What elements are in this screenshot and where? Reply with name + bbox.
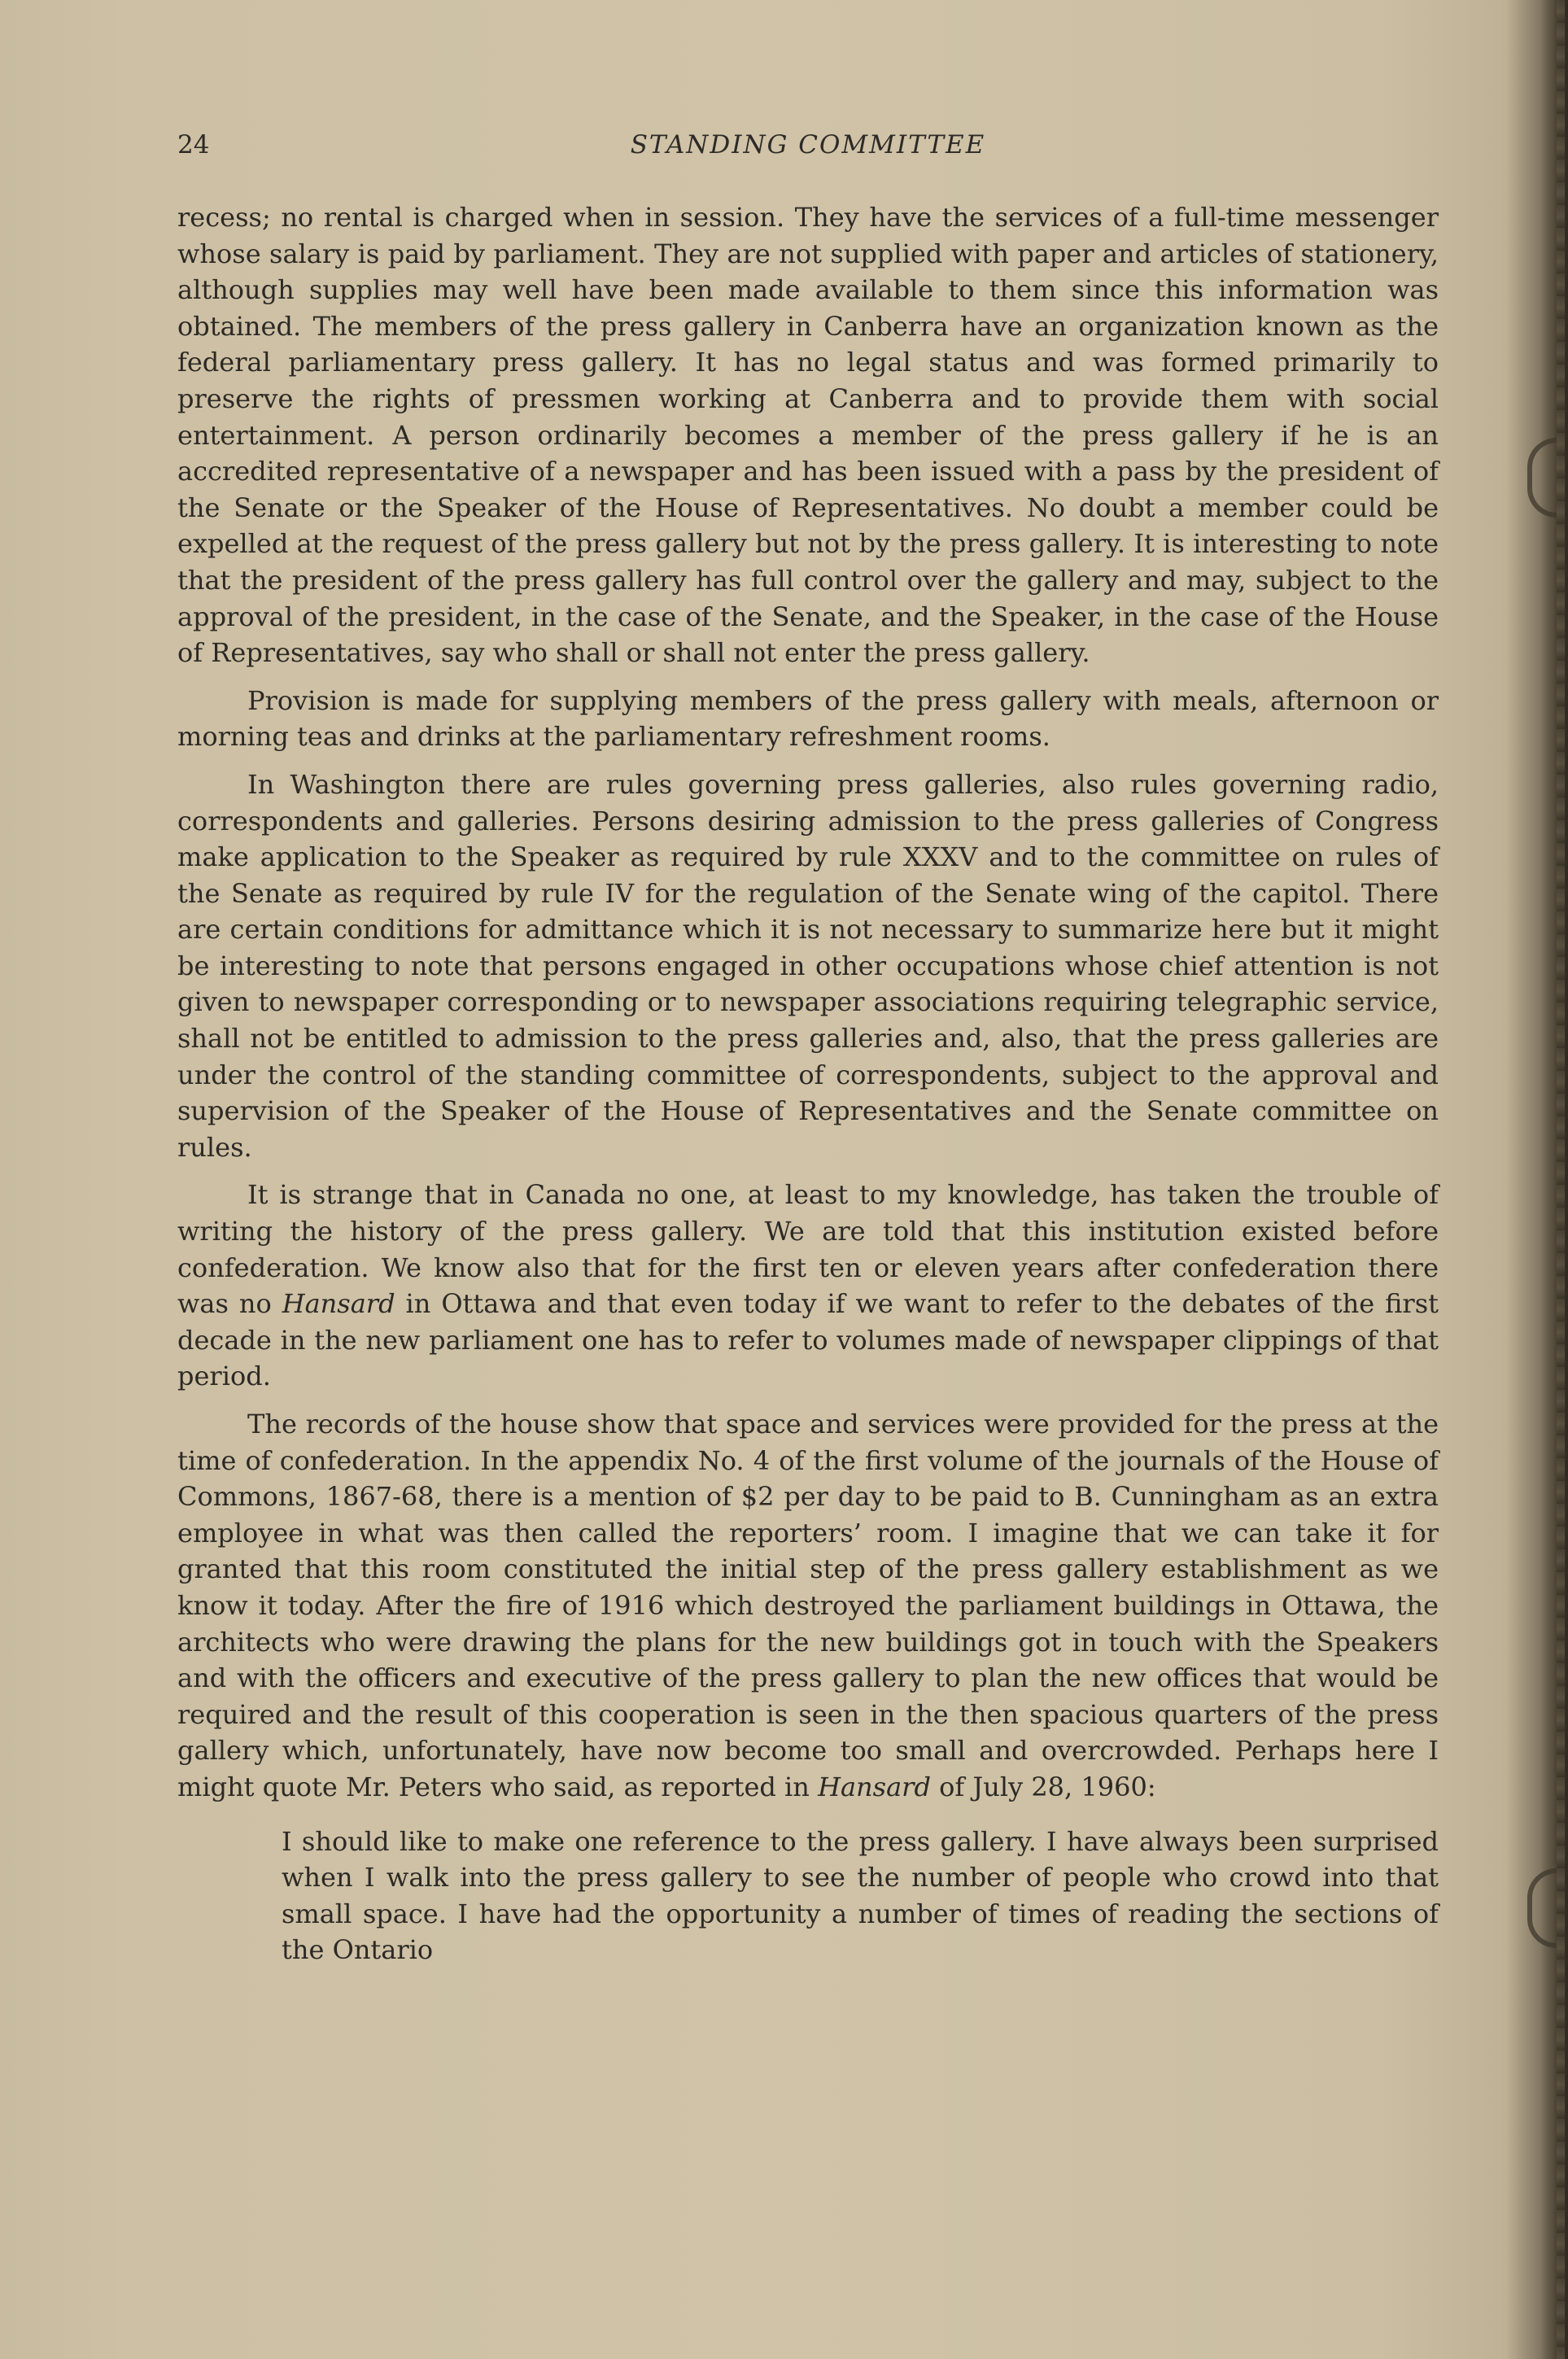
paragraph-house-records — [177, 1406, 1439, 1806]
hansard-italic: Hansard — [818, 1771, 931, 1802]
page-edge — [1557, 0, 1565, 2359]
text-segment: The records of the house show that space and services were provided for the press at the time of confederation. In the appendix No. 4 of the first volume of the journals of the House of Commons, 1867-68, there is a mention of $2 per day to be paid to B. Cunningham as an extra employee in what was then called the reporters’ room. I imagine that we can take it for granted that this room constituted the initial step of the press gallery establishment as we know it today. After the fire of 1916 which destroyed the parliament buildings in Ottawa, the architects who were drawing the plans for the new buildings got in touch with the Speakers and with the officers and executive of the press gallery to plan the new offices that would be required and the result of this cooperation is seen in the then spacious quarters of the press gallery which, unfortunately, have now become too small and overcrowded. Perhaps here I might quote Mr. Peters who said, as reported in — [177, 1409, 1439, 1802]
page-number: 24 — [177, 130, 210, 159]
paragraph-refreshments: Provision is made for supplying members of the press gallery with meals, afternoon or morning teas and drinks at the parliamentary refreshment rooms. — [177, 684, 1439, 753]
paragraph-canada-history — [177, 1177, 1439, 1395]
text-segment: of July 28, 1960: — [930, 1771, 1156, 1802]
block-quote-peters: I should like to make one reference to the press gallery. I have always been surprised when I walk into the press gallery to see the number of people who crowd into that small space. I have had the opportunity a number of times of reading the sections of the Ontario — [282, 1825, 1439, 1966]
running-title: STANDING COMMITTEE — [630, 130, 986, 159]
paragraph-canberra-gallery: recess; no rental is charged when in session. They have the services of a full-time messenger whose salary is paid by parliament. They are not supplied with paper and articles of stationery, although supplies may well have been made available to them since this information was obtained. The members of the press gallery in Canberra have an organization known as the federal parliamentary press gallery. It has no legal status and was formed primarily to preserve the rights of pressmen working at Canberra and to provide them with social entertainment. A person ordinarily becomes a member of the press gallery if he is an accredited representative of a newspaper and has been issued with a pass by the president of the Senate or the Speaker of the House of Representatives. No doubt a member could be expelled at the request of the press gallery but not by the press gallery. It is interesting to note that the president of the press gallery has full control over the gallery and may, subject to the approval of the president, in the case of the Senate, and the Speaker, in the case of the House of Representatives, say who shall or shall not enter the press gallery. — [177, 202, 1439, 669]
text-segment: It is strange that in Canada no one, at least to my knowledge, has taken the trouble of writing the history of the press gallery. We are told that this institution existed before confederation. We know also that for the first ten or eleven years after confederation there was no — [177, 1179, 1439, 1320]
hansard-italic: Hansard — [282, 1288, 395, 1320]
binding-clip-mark-top — [1527, 438, 1557, 518]
binding-clip-mark-bottom — [1527, 1868, 1557, 1948]
running-head — [177, 130, 1439, 171]
text-segment: in Ottawa and that even today if we want to refer to the debates of the first decade in the new parliament one has to refer to volumes made of newspaper clippings of that period. — [177, 1288, 1439, 1392]
page-body — [177, 199, 1439, 1968]
paragraph-washington-rules: In Washington there are rules governing press galleries, also rules governing radio, correspondents and galleries. Persons desiring admission to the press galleries of Congress make application to the Speaker as required by rule XXXV and to the committee on rules of the Senate as required by rule IV for the regulation of the Senate wing of the capitol. There are certain conditions for admittance which it is not necessary to summarize here but it might be interesting to note that persons engaged in other occupations whose chief attention is not given to newspaper corresponding or to newspaper associations requiring telegraphic service, shall not be entitled to admission to the press galleries and, also, that the press galleries are under the control of the standing committee of correspondents, subject to the approval and supervision of the Speaker of the House of Representatives and the Senate committee on rules. — [177, 768, 1439, 1163]
